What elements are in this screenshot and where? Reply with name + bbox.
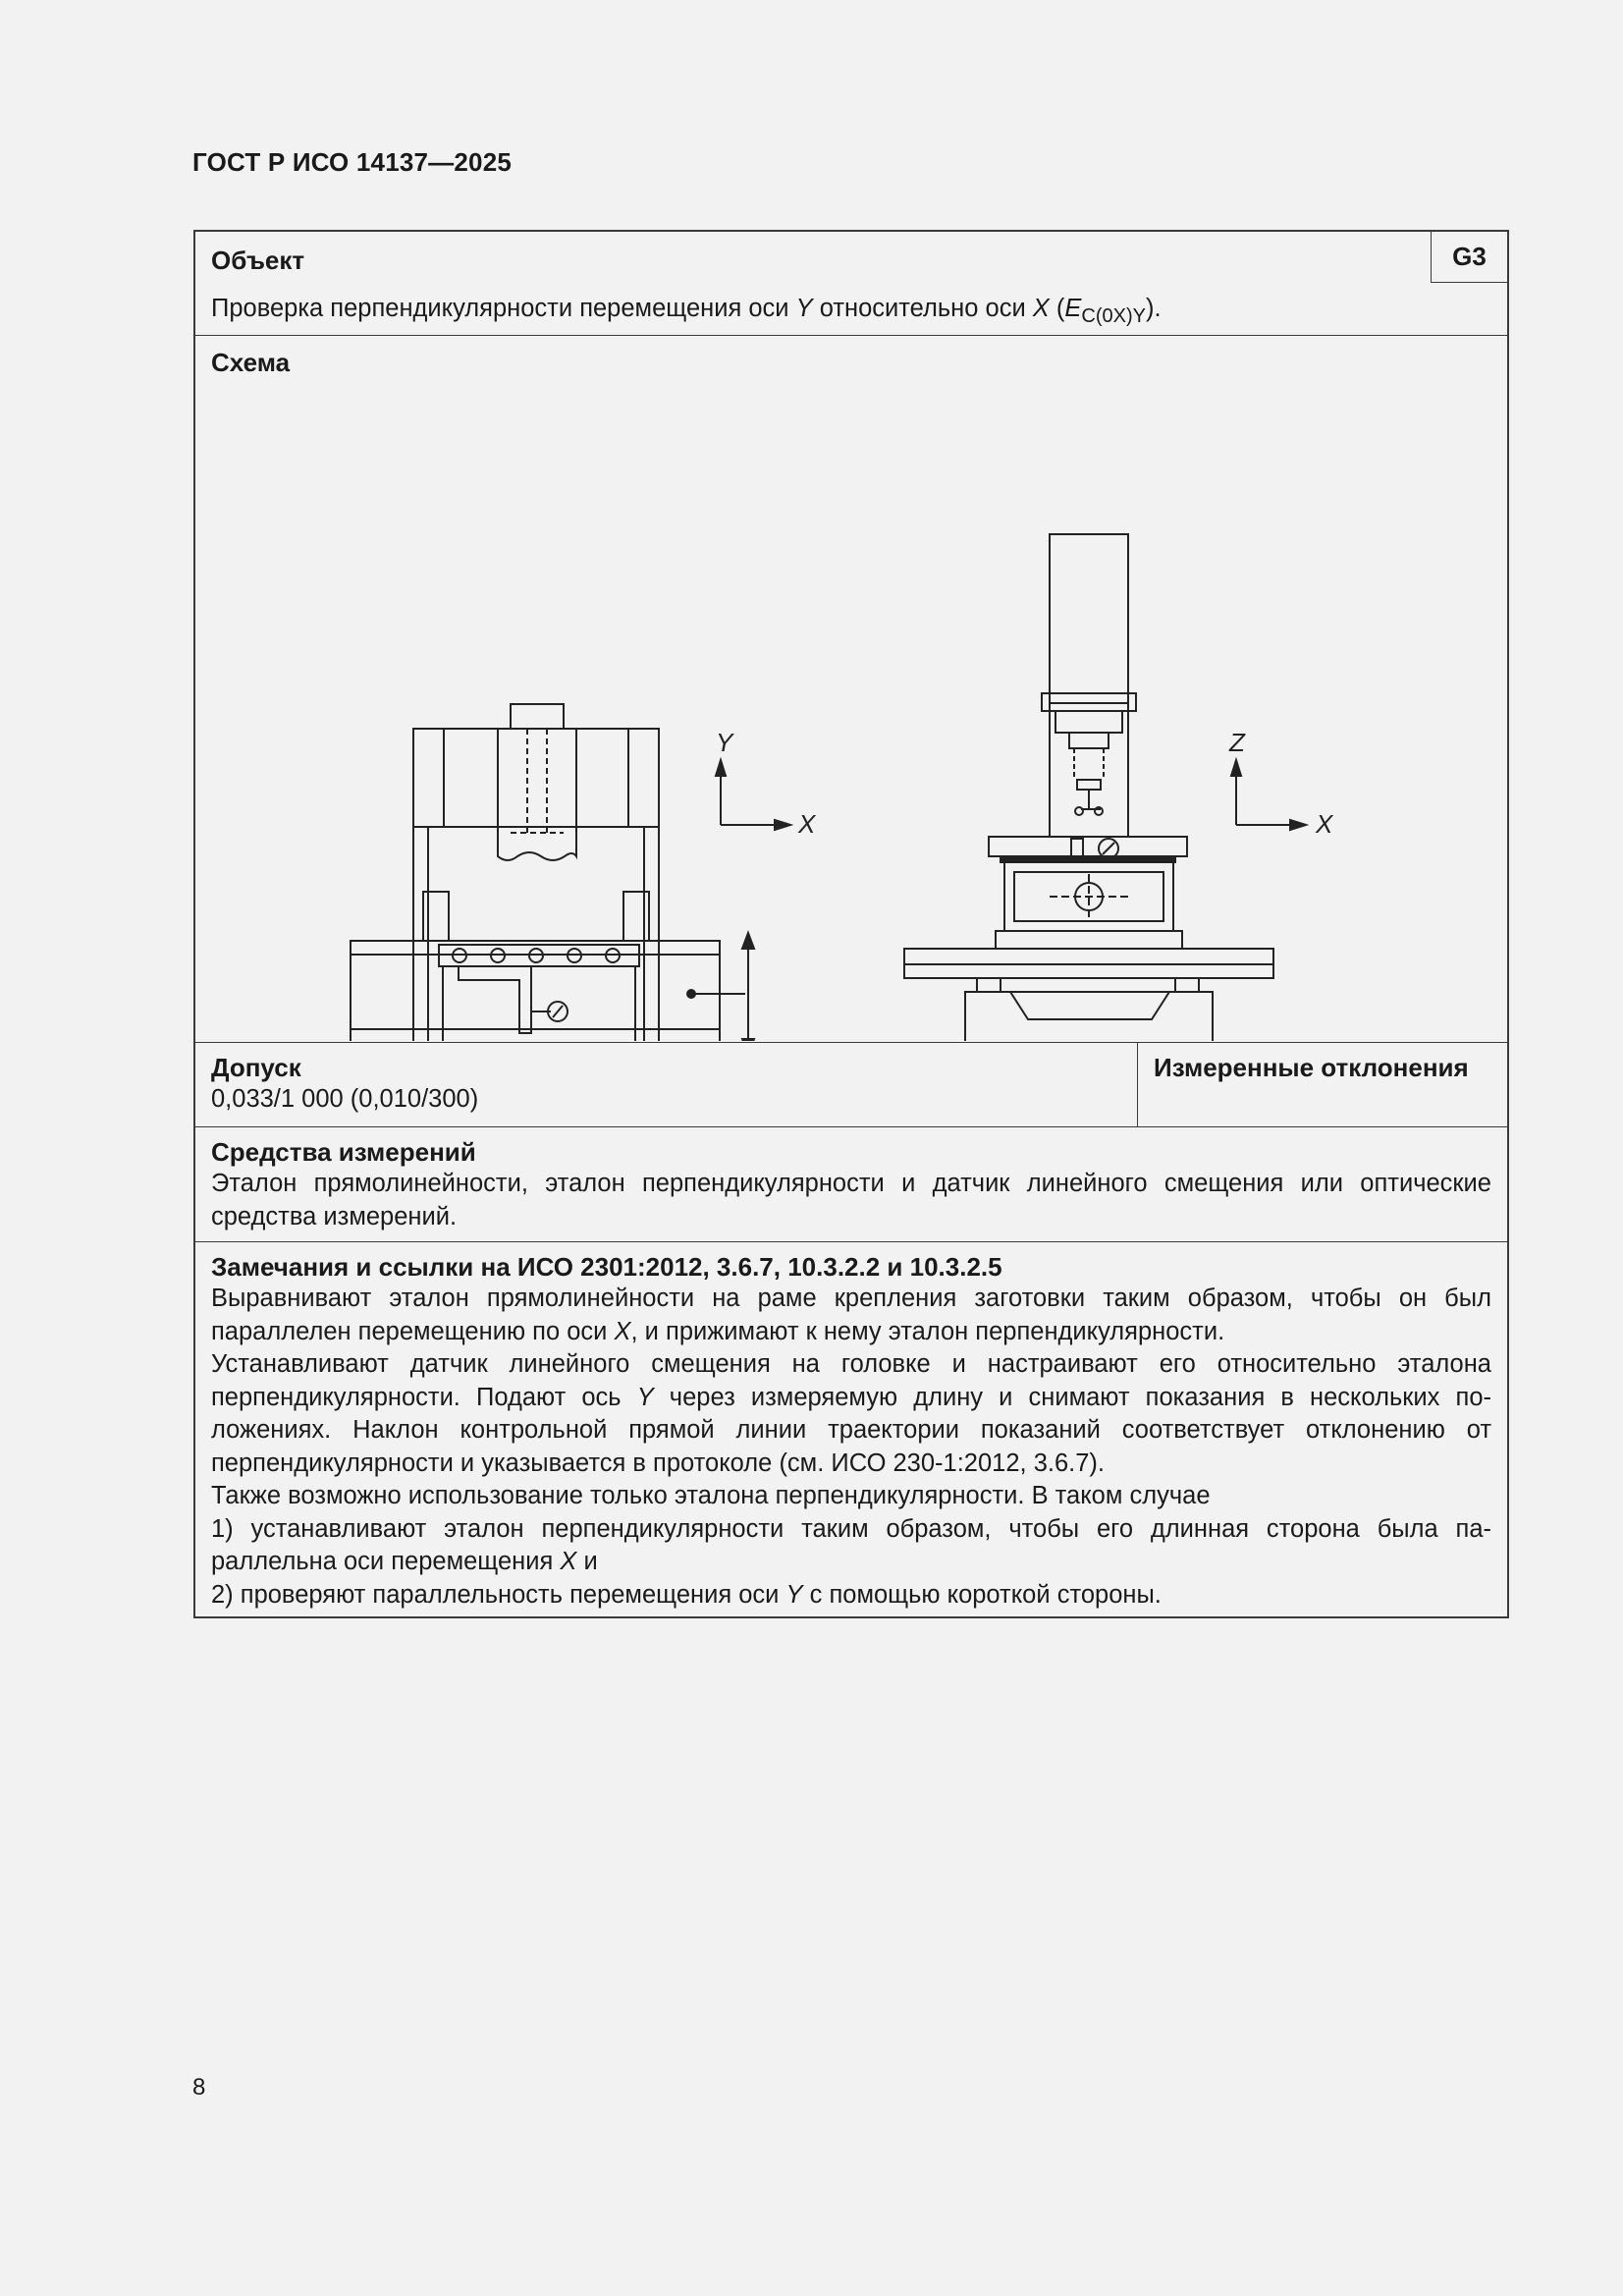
schema-row (195, 336, 1507, 1043)
notes-line: 1) устанавливают эталон перпендикулярности таким образом, чтобы его длинная сторона была па- (211, 1514, 1491, 1543)
axis-y-symbol: Y (636, 1383, 654, 1411)
machine-schematic-diagram (195, 336, 1507, 1041)
notes-line: Устанавливают датчик линейного смещения на головке и настраивают его относительно эталона (211, 1350, 1491, 1378)
notes-line-part: через измеряемую длину и снимают показания в нескольких по- (653, 1383, 1491, 1411)
head-upper-block (413, 729, 659, 827)
right-axis-x-label: X (1316, 809, 1333, 839)
side-base (965, 992, 1213, 1041)
spindle-column (1050, 534, 1128, 703)
table-rail (351, 941, 720, 1041)
notes-line: Выравнивают эталон прямолинейности на раме крепления заготовки таким образом, чтобы он был (211, 1285, 1491, 1312)
spindle-top (511, 704, 564, 729)
notes-label: Замечания и ссылки на ИСО 2301:2012, 3.6.7, 10.3.2.2 и 10.3.2.5 (211, 1252, 1002, 1282)
left-axis-y-label: Y (716, 728, 733, 757)
axis-y-symbol: Y (795, 295, 813, 322)
schema-label: Схема (211, 348, 291, 377)
table-top (989, 837, 1187, 856)
notes-line-part: перпендикулярности. Подают ось (211, 1383, 637, 1411)
axis-x-symbol: X (560, 1548, 577, 1575)
notes-line: ложениях. Наклон контрольной прямой линии траектории показаний соответствует отклонению от (211, 1416, 1491, 1444)
deviation-subscript: C(0X)Y (1081, 305, 1146, 328)
object-text-prefix: Проверка перпендикулярности перемещения оси (211, 295, 796, 322)
tolerance-row (195, 1043, 1507, 1127)
object-row (195, 232, 1507, 336)
axis-x-symbol: X (614, 1317, 631, 1345)
notes-line (211, 1316, 1491, 1349)
object-text-mid: относительно оси (812, 295, 1033, 322)
tolerance-value: 0,033/1 000 (0,010/300) (211, 1085, 479, 1113)
test-code: G3 (1431, 232, 1507, 283)
measured-deviations-label: Измеренные отклонения (1154, 1053, 1469, 1082)
instruments-text (211, 1168, 1491, 1233)
notes-line: Также возможно использование только эталона перпендикулярности. В таком случае (211, 1482, 1211, 1509)
notes-line-part: 2) проверяют параллельность перемещения оси (211, 1580, 786, 1609)
notes-line: перпендикулярности и указывается в протоколе (см. ИСО 230-1:2012, 3.6.7). (211, 1449, 1105, 1477)
page-number: 8 (192, 2074, 206, 2101)
test-sheet-table (193, 230, 1509, 1618)
deviation-symbol: E (1064, 295, 1082, 322)
notes-line-part: параллелен перемещению по оси (211, 1317, 615, 1345)
left-axis-x-label: X (798, 809, 816, 839)
document-header: ГОСТ Р ИСО 14137—2025 (192, 147, 513, 177)
object-label: Объект (211, 246, 305, 275)
paren-close: ). (1145, 295, 1162, 322)
notes-line-part: раллельна оси перемещения (211, 1548, 561, 1575)
notes-line-part: и (576, 1548, 598, 1575)
side-view-drawing (904, 534, 1334, 1041)
tolerance-cell (195, 1043, 1138, 1126)
notes-row (195, 1242, 1507, 1616)
instruments-line: средства измерений. (211, 1202, 458, 1230)
notes-line (211, 1579, 1491, 1613)
front-view-drawing (351, 704, 817, 1041)
notes-line (211, 1382, 1491, 1415)
instruments-label: Средства измерений (211, 1137, 476, 1167)
axis-x-symbol: X (1032, 295, 1050, 322)
notes-line (211, 1546, 1491, 1579)
measured-deviations-cell (1138, 1043, 1507, 1126)
right-axis-z-label: Z (1229, 728, 1245, 757)
notes-line-part: с помощью короткой стороны. (802, 1580, 1162, 1609)
square-gauge (459, 966, 531, 1033)
instruments-row (195, 1127, 1507, 1242)
notes-line-part: , и прижимают к нему эталон перпендикулярности. (630, 1317, 1225, 1345)
tolerance-label: Допуск (211, 1053, 301, 1082)
axis-y-symbol: Y (785, 1580, 803, 1609)
paren-open: ( (1049, 295, 1065, 322)
instruments-line: Эталон прямолинейности, эталон перпендикулярности и датчик линейного смещения или оптические (211, 1170, 1491, 1197)
object-description (211, 293, 1162, 334)
notes-text (211, 1283, 1491, 1612)
